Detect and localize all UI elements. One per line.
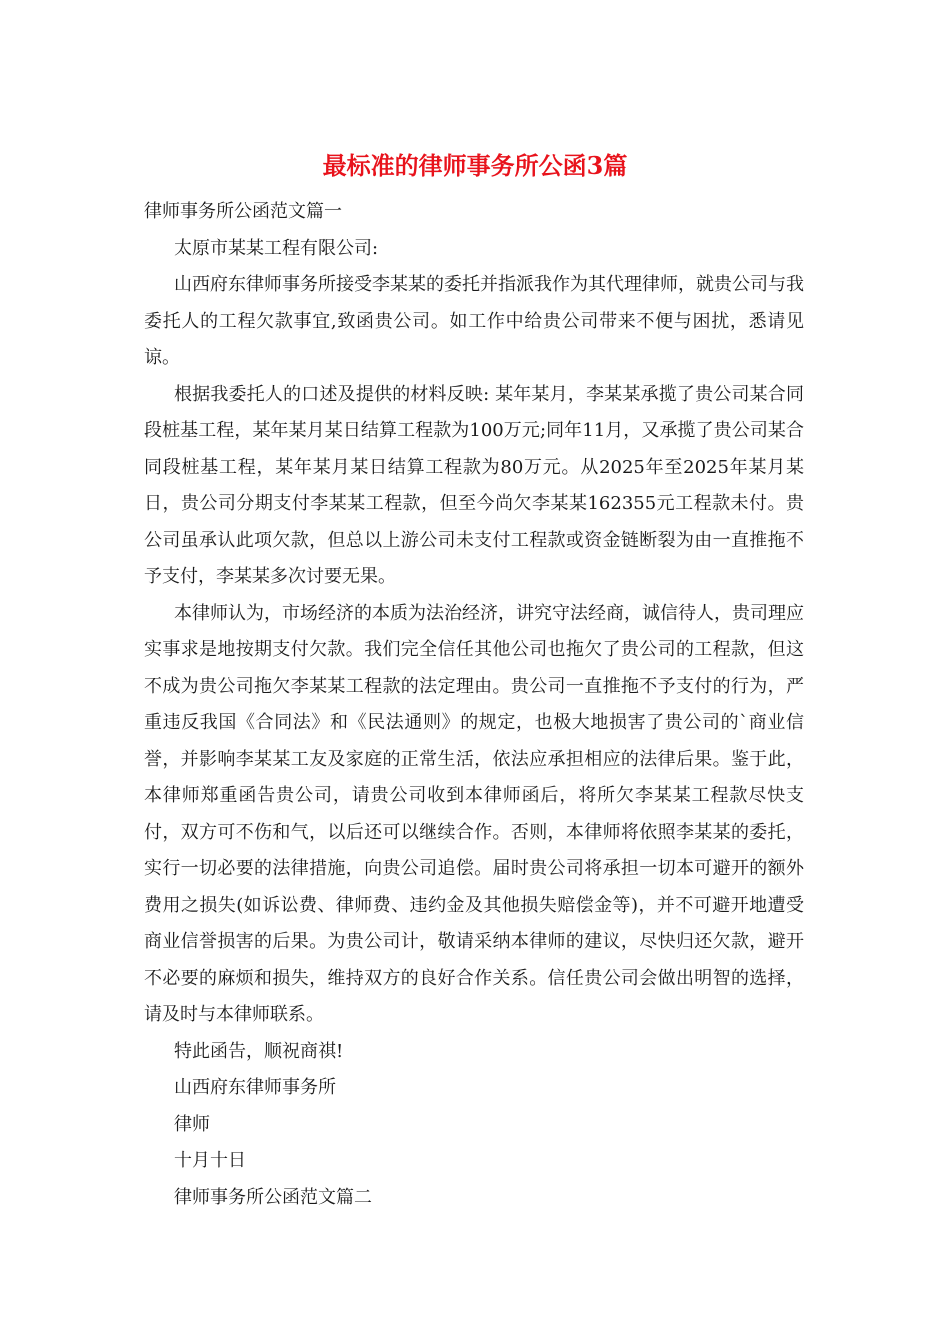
signature-date: 十月十日 [174,1150,246,1171]
closing-line: 特此函告，顺祝商祺! [174,1040,344,1062]
salutation: 太原市某某工程有限公司: [174,237,379,259]
paragraph-opinion: 本律师认为，市场经济的本质为法治经济，讲究守法经商，诚信待人，贵司理应实事求是地按期支付欠款。我们完全信任其他公司也拖欠了贵公司的工程款，但这不成为贵公司拖欠李某某工程款的法定理由。贵公司一直推拖不予支付的行为，严重违反我国《合同法》和《民法通则》的规定，也极大地损害了贵公司的`商业信誉，并影响李某某工友及家庭的正常生活，依法应承担相应的法律后果。鉴于此，本律师郑重函告贵公司，请贵公司收到本律师函后，将所欠李某某工程款尽快支付，双方可不伤和气，以后还可以继续合作。否则，本律师将依照李某某的委托，实行一切必要的法律措施，向贵公司追偿。届时贵公司将承担一切本可避开的额外费用之损失(如诉讼费、律师费、违约金及其他损失赔偿金等)，并不可避开地遭受商业信誉损害的后果。为贵公司计，敬请采纳本律师的建议，尽快归还欠款，避开不必要的麻烦和损失，维持双方的良好合作关系。信任贵公司会做出明智的选择，请及时与本律师联系。 [144,602,804,1025]
document-title: 最标准的律师事务所公函3篇 [322,151,628,180]
signature-firm: 山西府东律师事务所 [174,1077,336,1098]
section-heading-one: 律师事务所公函范文篇一 [144,201,342,222]
section-heading-two: 律师事务所公函范文篇二 [174,1186,372,1208]
signature-role: 律师 [174,1113,210,1135]
document-body [144,194,804,1216]
paragraph-intro: 山西府东律师事务所接受李某某的委托并指派我作为其代理律师，就贵公司与我委托人的工程欠款事宜,致函贵公司。如工作中给贵公司带来不便与困扰，悉请见谅。 [144,274,804,368]
paragraph-facts: 根据我委托人的口述及提供的材料反映: 某年某月，李某某承揽了贵公司某合同段桩基工程，某年某月某日结算工程款为100万元;同年11月，又承揽了贵公司某合同段桩基工程，某年某月某日结算工程款为80万元。从2025年至2025年某月某日，贵公司分期支付李某某工程款，但至今尚欠李某某162355元工程款未付。贵公司虽承认此项欠款，但总以上游公司未支付工程款或资金链断裂为由一直推拖不予支付，李某某多次讨要无果。 [144,383,804,587]
